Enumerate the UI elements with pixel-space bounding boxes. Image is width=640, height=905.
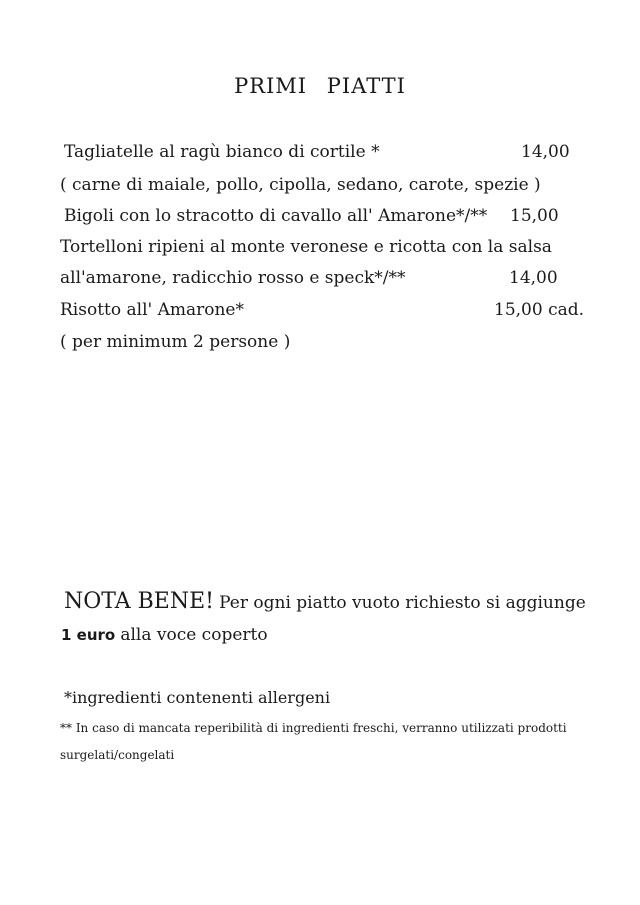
- nota-bene-text: alla voce coperto: [120, 625, 268, 645]
- menu-item-name: Bigoli con lo stracotto di cavallo all' Amarone*/**: [64, 206, 488, 226]
- menu-item-description: ( carne di maiale, pollo, cipolla, sedano, carote, spezie ): [60, 175, 541, 195]
- footnote: surgelati/congelati: [60, 748, 175, 762]
- menu-item-name: Risotto all' Amarone*: [60, 300, 244, 320]
- allergen-note: *ingredienti contenenti allergeni: [64, 688, 331, 707]
- menu-item-price: 14,00: [509, 268, 558, 288]
- nota-bene-heading: NOTA BENE!: [64, 589, 215, 614]
- page-title: PRIMI PIATTI: [234, 74, 406, 98]
- nota-bene-line2: [61, 625, 268, 645]
- menu-item-price: 15,00: [510, 206, 559, 226]
- nota-bene: [64, 589, 586, 614]
- menu-item-name: Tortelloni ripieni al monte veronese e ricotta con la salsa: [60, 237, 552, 257]
- surcharge-amount: 1 euro: [61, 626, 116, 644]
- menu-item-price: 15,00 cad.: [494, 300, 585, 320]
- footnote: ** In caso di mancata reperibilità di ingredienti freschi, verranno utilizzati prodotti: [60, 721, 567, 735]
- menu-item-description: ( per minimum 2 persone ): [60, 332, 291, 352]
- menu-item-price: 14,00: [521, 142, 570, 162]
- menu-item-name: Tagliatelle al ragù bianco di cortile *: [64, 142, 380, 162]
- nota-bene-text: Per ogni piatto vuoto richiesto si aggiunge: [219, 593, 586, 613]
- menu-item-name: all'amarone, radicchio rosso e speck*/**: [60, 268, 406, 288]
